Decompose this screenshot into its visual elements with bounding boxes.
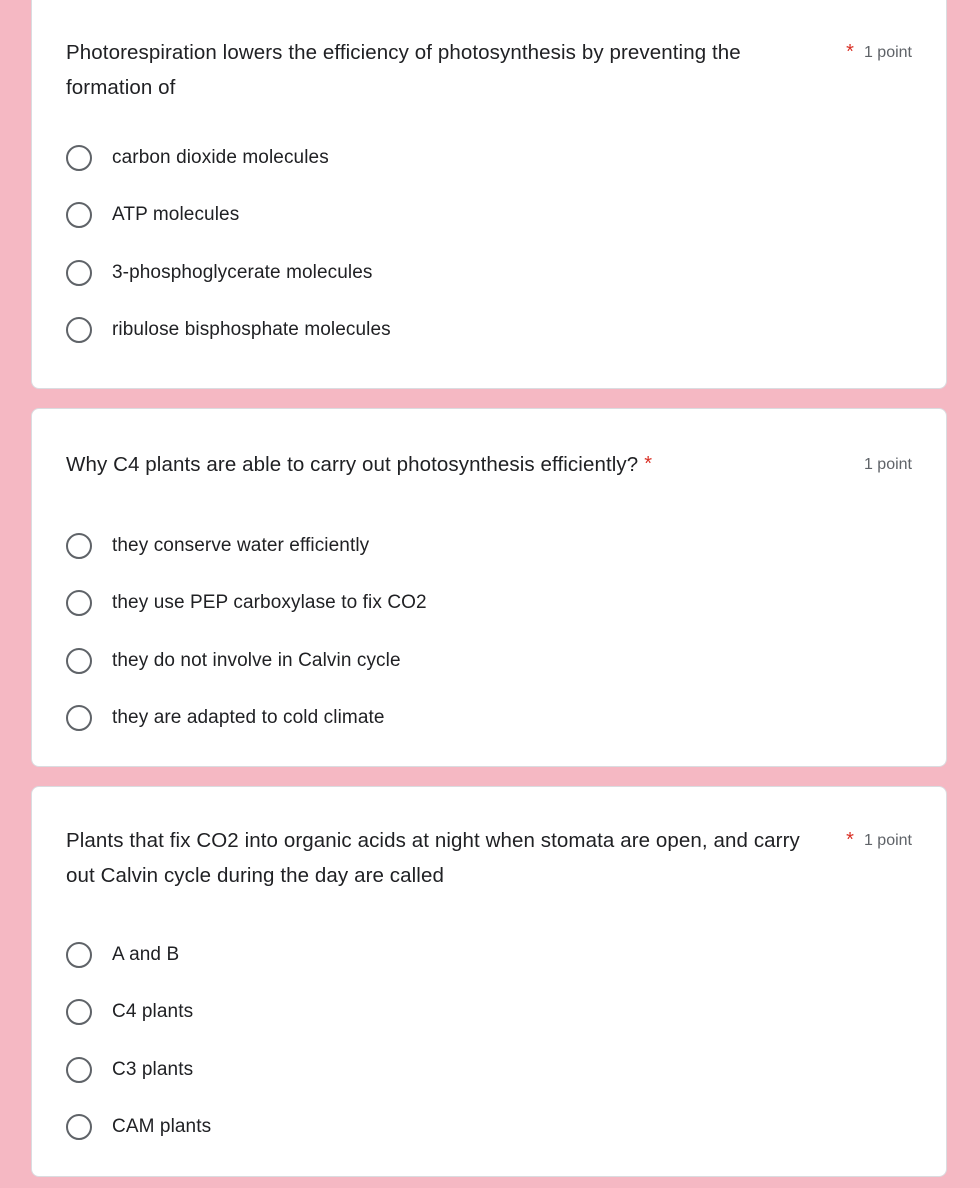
option-label: carbon dioxide molecules <box>112 146 329 168</box>
radio-button[interactable] <box>66 260 92 286</box>
option-carbon-dioxide[interactable] <box>66 129 391 187</box>
question-title: Plants that fix CO2 into organic acids at night when stomata are open, and carry out Calvin cycle during the day are called <box>66 829 800 887</box>
points-label: 1 point <box>863 832 912 849</box>
question-card-2 <box>31 408 947 767</box>
question-title: Photorespiration lowers the efficiency of photosynthesis by preventing the formation of <box>66 41 741 99</box>
option-label: they are adapted to cold climate <box>112 707 385 729</box>
option-label: CAM plants <box>112 1116 212 1138</box>
option-cold-climate[interactable] <box>66 690 427 748</box>
question-header <box>66 823 912 893</box>
radio-button[interactable] <box>66 999 92 1025</box>
radio-button[interactable] <box>66 942 92 968</box>
option-cam-plants[interactable] <box>66 1099 211 1157</box>
question-header <box>66 35 912 105</box>
question-header <box>66 447 912 482</box>
radio-button[interactable] <box>66 648 92 674</box>
option-label: 3-phosphoglycerate molecules <box>112 261 373 283</box>
option-label: C4 plants <box>112 1001 194 1023</box>
radio-button[interactable] <box>66 1114 92 1140</box>
question-title: Why C4 plants are able to carry out photosynthesis efficiently? <box>66 453 639 476</box>
radio-button[interactable] <box>66 590 92 616</box>
option-label: A and B <box>112 943 180 965</box>
required-asterisk: * <box>846 41 854 63</box>
option-a-and-b[interactable] <box>66 926 211 984</box>
required-asterisk: * <box>644 453 653 475</box>
options-list <box>66 129 391 359</box>
points-label: 1 point <box>863 456 912 473</box>
radio-button[interactable] <box>66 705 92 731</box>
option-ribulose-bisphosphate[interactable] <box>66 302 391 360</box>
radio-button[interactable] <box>66 317 92 343</box>
option-conserve-water[interactable] <box>66 517 427 575</box>
option-label: they use PEP carboxylase to fix CO2 <box>112 592 427 614</box>
options-list <box>66 517 427 747</box>
radio-button[interactable] <box>66 1057 92 1083</box>
question-card-1 <box>31 0 947 389</box>
option-c4-plants[interactable] <box>66 984 211 1042</box>
points-label: 1 point <box>863 44 912 61</box>
option-pep-carboxylase[interactable] <box>66 575 427 633</box>
option-label: they do not involve in Calvin cycle <box>112 649 401 671</box>
option-label: ribulose bisphosphate molecules <box>112 319 391 341</box>
required-asterisk: * <box>846 829 854 851</box>
options-list <box>66 926 211 1156</box>
radio-button[interactable] <box>66 145 92 171</box>
option-c3-plants[interactable] <box>66 1041 211 1099</box>
option-label: C3 plants <box>112 1058 194 1080</box>
option-label: they conserve water efficiently <box>112 534 370 556</box>
question-card-3 <box>31 786 947 1177</box>
radio-button[interactable] <box>66 533 92 559</box>
option-label: ATP molecules <box>112 204 240 226</box>
radio-button[interactable] <box>66 202 92 228</box>
option-no-calvin-cycle[interactable] <box>66 632 427 690</box>
option-atp[interactable] <box>66 187 391 245</box>
option-3-phosphoglycerate[interactable] <box>66 244 391 302</box>
